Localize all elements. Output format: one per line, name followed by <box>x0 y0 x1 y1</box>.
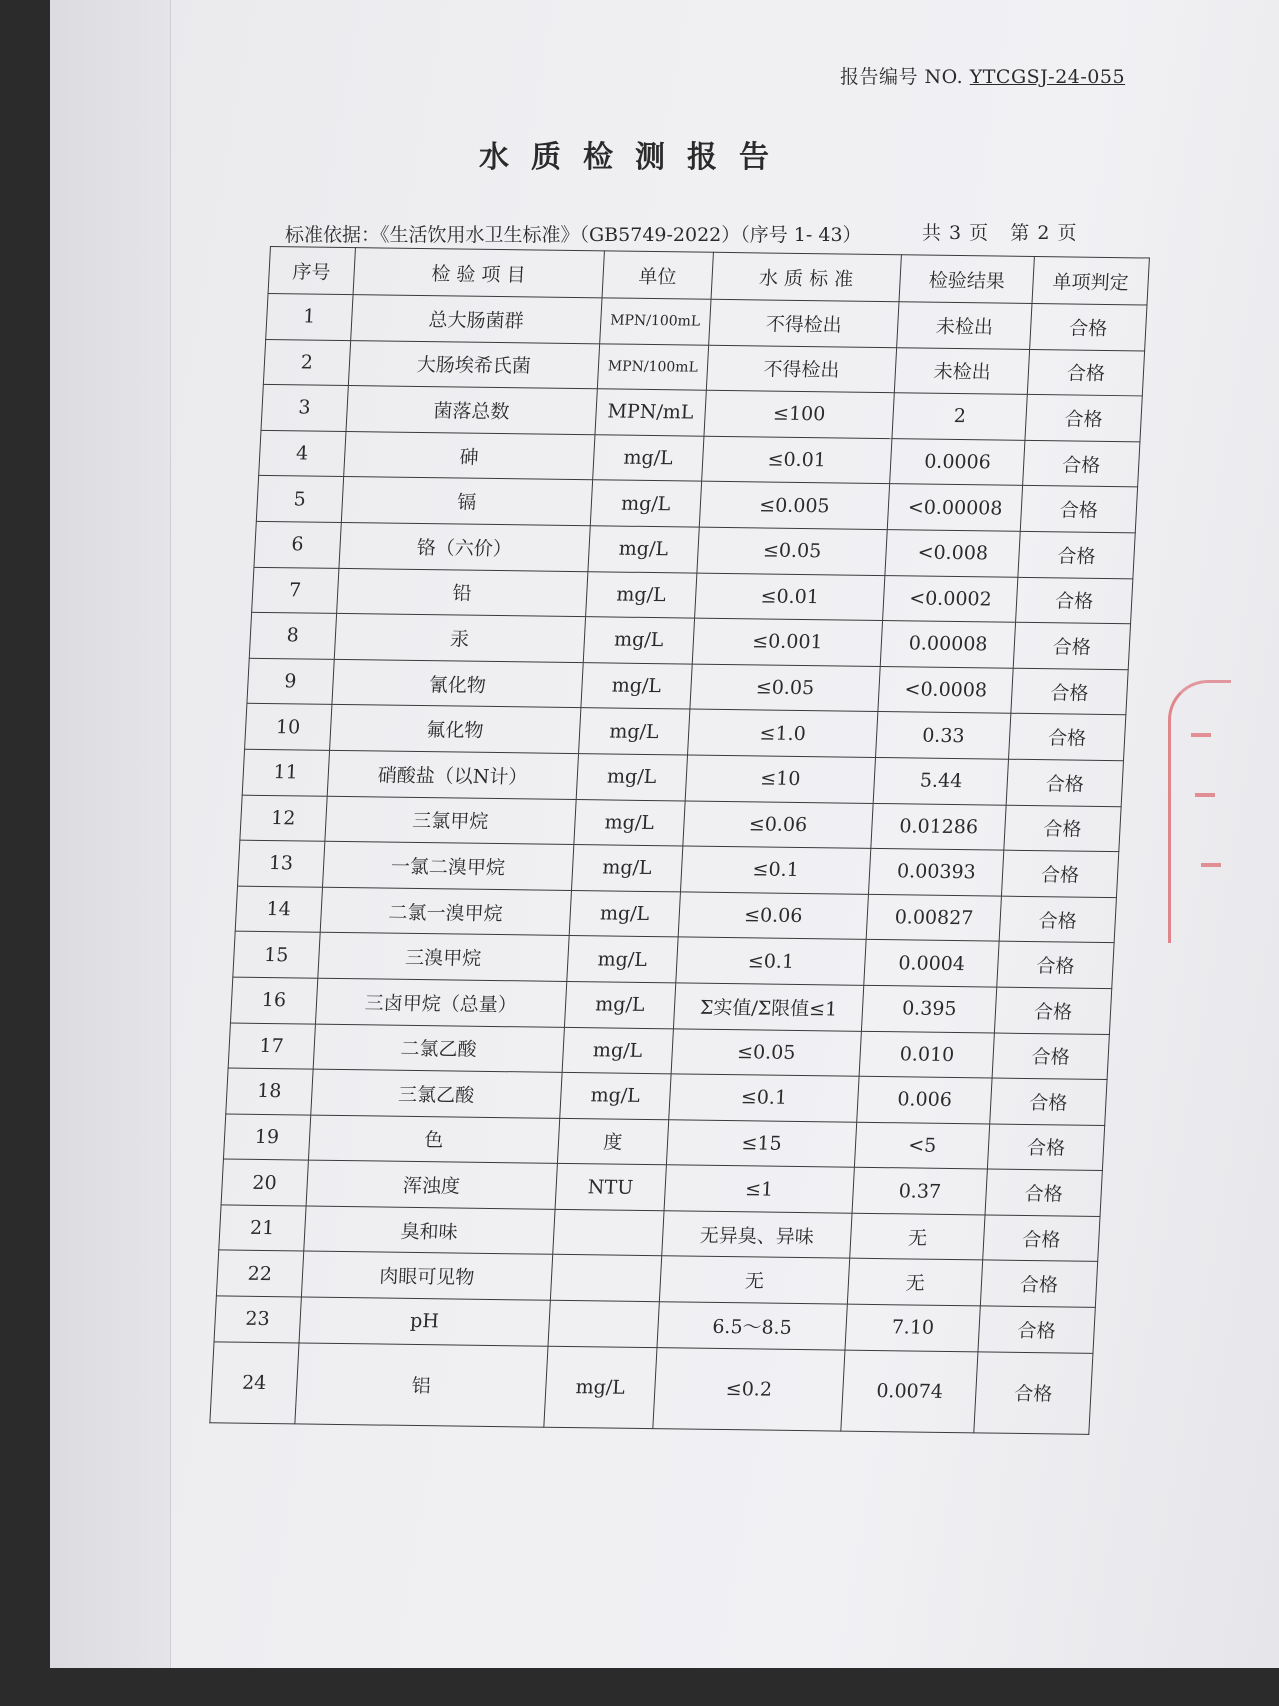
cell-no: 9 <box>247 658 334 705</box>
cell-standard: ≤0.1 <box>675 937 866 985</box>
cell-verdict: 合格 <box>1004 805 1121 852</box>
cell-item: 肉眼可见物 <box>301 1251 553 1300</box>
cell-no: 17 <box>228 1023 315 1070</box>
header-standard: 水 质 标 准 <box>711 252 902 301</box>
cell-item: 三氯乙酸 <box>310 1069 562 1118</box>
cell-result: 0.37 <box>852 1168 987 1215</box>
cell-standard: ≤0.05 <box>697 527 888 575</box>
cell-item: 二氯一溴甲烷 <box>320 887 572 936</box>
cell-no: 24 <box>210 1342 299 1424</box>
cell-unit: MPN/100mL <box>597 343 708 390</box>
cell-no: 3 <box>261 385 348 432</box>
cell-no: 10 <box>245 704 332 751</box>
cell-item: 大肠埃希氏菌 <box>348 340 600 389</box>
cell-unit: mg/L <box>588 526 699 573</box>
cell-item: pH <box>299 1297 551 1346</box>
cell-standard: 无异臭、异味 <box>661 1211 852 1259</box>
cell-verdict: 合格 <box>1006 759 1123 806</box>
cell-result: 2 <box>892 393 1027 440</box>
cell-unit: MPN/100mL <box>600 298 711 345</box>
cell-item: 氟化物 <box>329 705 581 754</box>
cell-result: 0.33 <box>876 712 1011 759</box>
header-verdict: 单项判定 <box>1032 257 1149 305</box>
cell-standard: 不得检出 <box>708 299 899 347</box>
seal-mark <box>1191 733 1211 737</box>
cell-verdict: 合格 <box>1025 395 1142 442</box>
cell-unit: 度 <box>557 1118 668 1165</box>
cell-verdict: 合格 <box>1009 714 1126 761</box>
cell-item: 二氯乙酸 <box>313 1024 565 1073</box>
cell-verdict: 合格 <box>1011 668 1128 715</box>
cell-verdict: 合格 <box>999 896 1116 943</box>
cell-result: 0.0006 <box>890 438 1025 485</box>
cell-unit: mg/L <box>583 617 694 664</box>
cell-verdict: 合格 <box>1016 577 1133 624</box>
cell-verdict: 合格 <box>980 1260 1097 1307</box>
cell-unit: MPN/mL <box>595 389 706 436</box>
cell-standard: ≤1.0 <box>687 709 878 757</box>
cell-standard: 6.5～8.5 <box>657 1302 848 1350</box>
cell-result: 未检出 <box>895 347 1030 394</box>
cell-item: 铬（六价） <box>339 522 591 571</box>
cell-verdict: 合格 <box>983 1215 1100 1262</box>
cell-verdict: 合格 <box>974 1352 1093 1434</box>
cell-result: 0.01286 <box>871 803 1006 850</box>
cell-no: 1 <box>266 293 353 340</box>
cell-item: 汞 <box>334 614 586 663</box>
cell-unit: mg/L <box>576 754 687 801</box>
cell-no: 21 <box>219 1205 306 1252</box>
report-number-label: 报告编号 NO. <box>840 66 964 88</box>
cell-unit <box>553 1209 664 1256</box>
document-page <box>50 0 1279 1668</box>
cell-result: 0.00827 <box>867 894 1002 941</box>
cell-verdict: 合格 <box>978 1306 1095 1353</box>
cell-result: 0.0074 <box>841 1350 978 1433</box>
cell-unit <box>548 1300 659 1347</box>
cell-unit: mg/L <box>544 1346 657 1428</box>
cell-no: 20 <box>221 1159 308 1206</box>
cell-item: 浑浊度 <box>306 1160 558 1209</box>
cell-standard: ≤0.2 <box>652 1347 845 1430</box>
cell-item: 三氯甲烷 <box>324 796 576 845</box>
cell-result: 0.010 <box>860 1031 995 1078</box>
cell-unit: mg/L <box>567 936 678 983</box>
cell-standard: ≤0.1 <box>680 846 871 894</box>
cell-verdict: 合格 <box>992 1033 1109 1080</box>
cell-no: 14 <box>235 886 322 933</box>
cell-standard: ≤0.06 <box>682 801 873 849</box>
header-no: 序号 <box>268 247 355 295</box>
cell-standard: ≤0.01 <box>694 573 885 621</box>
cell-result: 0.0004 <box>864 940 999 987</box>
cell-verdict: 合格 <box>1013 622 1130 669</box>
cell-result: 无 <box>850 1213 985 1260</box>
cell-unit: mg/L <box>562 1027 673 1074</box>
cell-unit: mg/L <box>579 708 690 755</box>
cell-result: 未检出 <box>897 302 1032 349</box>
cell-verdict: 合格 <box>1002 850 1119 897</box>
table-body <box>210 293 1147 1433</box>
page-title: 水质检测报告 <box>479 140 791 175</box>
cell-unit: NTU <box>555 1164 666 1211</box>
cell-no: 15 <box>233 931 320 978</box>
cell-verdict: 合格 <box>1020 486 1137 533</box>
cell-item: 菌落总数 <box>346 386 598 435</box>
cell-standard: ≤10 <box>685 755 876 803</box>
cell-item: 臭和味 <box>303 1206 555 1255</box>
header-result: 检验结果 <box>899 255 1034 304</box>
header-item: 检 验 项 目 <box>353 248 605 298</box>
cell-result: 0.395 <box>862 985 997 1032</box>
cell-unit: mg/L <box>581 662 692 709</box>
cell-standard: ≤0.05 <box>671 1028 862 1076</box>
cell-no: 6 <box>254 521 341 568</box>
cell-standard: ≤1 <box>664 1165 855 1213</box>
cell-standard: ≤15 <box>666 1119 857 1167</box>
cell-no: 8 <box>249 612 336 659</box>
cell-no: 5 <box>256 476 343 523</box>
cell-result: <5 <box>855 1122 990 1169</box>
cell-standard: ≤0.001 <box>692 618 883 666</box>
cell-item: 铝 <box>294 1343 548 1427</box>
cell-verdict: 合格 <box>990 1078 1107 1125</box>
cell-standard: Σ实值/Σ限值≤1 <box>673 983 864 1031</box>
cell-verdict: 合格 <box>987 1124 1104 1171</box>
cell-result: 0.00008 <box>881 621 1016 668</box>
cell-no: 2 <box>263 339 350 386</box>
cell-no: 13 <box>238 840 325 887</box>
page-count: 共 3 页 第 2 页 <box>922 222 1078 244</box>
cell-standard: ≤0.01 <box>701 436 892 484</box>
cell-result: <0.0008 <box>878 666 1013 713</box>
cell-verdict: 合格 <box>997 941 1114 988</box>
cell-no: 22 <box>216 1250 303 1297</box>
previous-page-edge <box>50 0 171 1668</box>
report-number <box>840 62 1125 89</box>
cell-item: 镉 <box>341 477 593 526</box>
cell-unit: mg/L <box>572 845 683 892</box>
cell-verdict: 合格 <box>1023 440 1140 487</box>
cell-unit: mg/L <box>586 571 697 618</box>
cell-item: 一氯二溴甲烷 <box>322 841 574 890</box>
cell-result: 0.006 <box>857 1076 992 1123</box>
seal-mark <box>1195 793 1215 797</box>
cell-result: 7.10 <box>845 1304 980 1351</box>
cell-item: 三卤甲烷（总量） <box>315 978 567 1027</box>
cell-result: 5.44 <box>874 757 1009 804</box>
cell-standard: ≤0.1 <box>668 1074 859 1122</box>
cell-unit: mg/L <box>565 981 676 1028</box>
cell-unit: mg/L <box>590 480 701 527</box>
cell-item: 氰化物 <box>331 659 583 708</box>
cell-standard: ≤0.05 <box>689 664 880 712</box>
cell-result: 0.00393 <box>869 849 1004 896</box>
cell-result: 无 <box>848 1259 983 1306</box>
cell-standard: 不得检出 <box>706 345 897 393</box>
report-sheet <box>170 0 1279 1668</box>
cell-standard: ≤0.06 <box>678 892 869 940</box>
cell-no: 16 <box>230 977 317 1024</box>
cell-unit: mg/L <box>593 435 704 482</box>
cell-verdict: 合格 <box>1030 303 1147 350</box>
cell-verdict: 合格 <box>1027 349 1144 396</box>
cell-unit: mg/L <box>574 799 685 846</box>
cell-unit: mg/L <box>569 890 680 937</box>
cell-standard: 无 <box>659 1256 850 1304</box>
cell-verdict: 合格 <box>985 1169 1102 1216</box>
header-unit: 单位 <box>602 251 713 299</box>
cell-no: 11 <box>242 749 329 796</box>
table-row <box>210 1342 1093 1434</box>
cell-item: 三溴甲烷 <box>317 933 569 982</box>
red-seal-stamp <box>1168 680 1231 943</box>
cell-no: 18 <box>226 1068 313 1115</box>
cell-unit <box>550 1255 661 1302</box>
cell-no: 7 <box>252 567 339 614</box>
cell-verdict: 合格 <box>1018 531 1135 578</box>
cell-standard: ≤0.005 <box>699 482 890 530</box>
standard-basis: 标准依据：《生活饮用水卫生标准》（GB5749-2022）（序号 1- 43） <box>285 224 862 246</box>
cell-result: <0.0002 <box>883 575 1018 622</box>
cell-unit: mg/L <box>560 1072 671 1119</box>
results-table <box>209 246 1150 1434</box>
cell-item: 色 <box>308 1115 560 1164</box>
cell-no: 4 <box>259 430 346 477</box>
cell-item: 砷 <box>343 431 595 480</box>
cell-item: 总大肠菌群 <box>350 295 602 344</box>
cell-item: 硝酸盐（以N计） <box>327 750 579 799</box>
cell-no: 19 <box>223 1114 310 1161</box>
cell-result: <0.00008 <box>888 484 1023 531</box>
report-number-value: YTCGSJ-24-055 <box>969 66 1126 88</box>
cell-item: 铅 <box>336 568 588 617</box>
cell-verdict: 合格 <box>994 987 1111 1034</box>
cell-no: 12 <box>240 795 327 842</box>
cell-standard: ≤100 <box>704 390 895 438</box>
cell-no: 23 <box>214 1296 301 1343</box>
seal-mark <box>1201 863 1221 867</box>
cell-result: <0.008 <box>885 530 1020 577</box>
